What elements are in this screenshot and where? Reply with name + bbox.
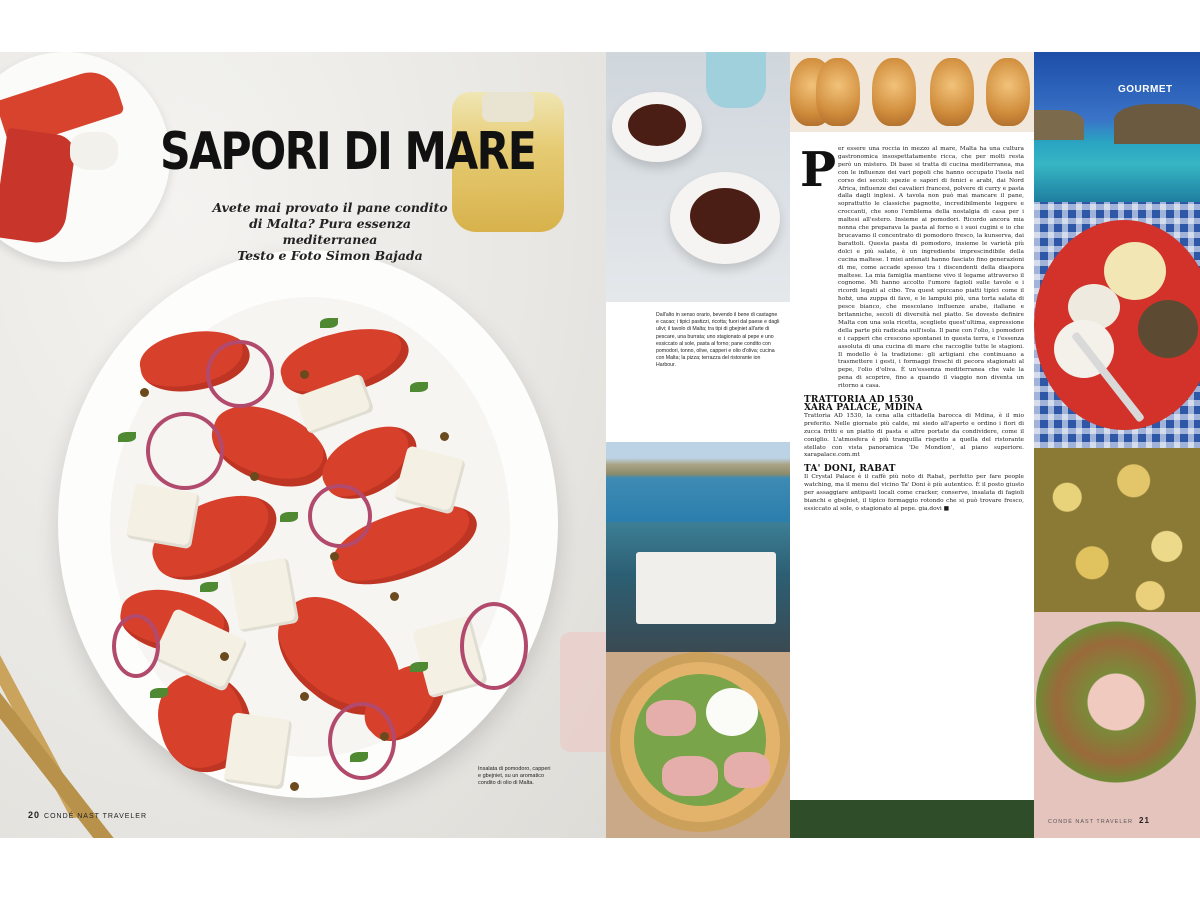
feta-cube bbox=[229, 557, 300, 632]
ham-slice bbox=[662, 756, 718, 796]
caper bbox=[140, 388, 149, 397]
article-subheading bbox=[200, 200, 460, 264]
photo-harbour bbox=[606, 442, 790, 522]
photo-caption: Insalata di pomodoro, capperi e gbejniet, su un aromatico condito di olio di Malta. bbox=[478, 766, 551, 786]
magazine-name: CONDÉ NAST TRAVELER bbox=[44, 813, 148, 820]
basil-leaf bbox=[280, 512, 298, 522]
basil-leaf bbox=[150, 688, 168, 698]
caper bbox=[300, 692, 309, 701]
restaurant-section bbox=[804, 466, 1024, 513]
red-onion-ring bbox=[146, 412, 224, 490]
photo-caption-panel bbox=[606, 302, 790, 442]
olive-oil-jar-lid bbox=[482, 92, 534, 122]
red-onion-ring bbox=[112, 614, 160, 678]
feta-cube bbox=[126, 483, 201, 550]
red-onion-ring bbox=[308, 484, 372, 548]
caper bbox=[440, 432, 449, 441]
article-text-column bbox=[790, 52, 1034, 838]
magazine-name: CONDÉ NAST TRAVELER bbox=[1048, 819, 1134, 825]
photo-artichokes bbox=[790, 800, 1034, 838]
restaurant-section bbox=[804, 397, 1024, 460]
subhead-line: Testo e Foto Simon Bajada bbox=[237, 248, 423, 263]
basil-leaf bbox=[200, 582, 218, 592]
cup-of-drink bbox=[670, 172, 780, 264]
page-number: 21 bbox=[1139, 816, 1150, 825]
caper bbox=[300, 370, 309, 379]
article-intro: er essere una roccia in mezzo al mare, Malta ha una cultura gastronomica insospettatamente ricca, che per molti resta però un mistero. Di base si tratta di cucina mediterranea, ma con le influenze dei vari popoli che hanno occupato l'isola nel corso dei secoli: spezie e sapori di fenici e arabi, dai Nord Africa, influenze dei cavalieri francesi, polvere di curry e pasta dalla dagli inglesi. A tavola non può mai mancare il pane, soprattutto le classiche pagnotte, incredibilmente leggere e croccanti, che sono l'emblema della nostalgia di casa per i maltesi all'estero. Insieme ai pomodori. Ricordo ancora mia nonna che preparava la pasta al forno e i suoi cugini e io che brucavamo il concentrato di pomodoro fresco, la kunserva, dai barattoli. Questa pasta di pomodoro, insieme le varietà più dolci e più salate, è un ingrediente imprescindibile della cucina maltese. I miei antenati hanno fasciato fino generazioni di me, come accade spesso tra i discendenti della diaspora maltese. La mia famiglia mantiene vivo il legame attraverso il cognome. Mi hanno accolto l'umore fagioli sulle tavole e i ricordi legati al cibo. Tra quest spiccano piatti tipici come il ħobż, una zuppa di fave, e le lampuki più, una torta salata di pesce bianco, che mescolano influenze arabe, italiane e britanniche, secoli di diversità nel piatto. Se doveste definire Malta con una sola ricetta, scegliete quest'ultima, espressione della parte più radicata sull'isola. Il pane con l'olio, i pomodori e i capperi che crescono spontanei in questa terra, e l'essenza assoluta di una cucina di mare che raccoglie tutte le stagioni. Il modello è la tradizione: gli artigiani che continuano a trasmettere i gesti, i formaggi freschi di pecora stagionati al pepe, l'olio d'oliva. È un'essenza mediterranea che vale la pena di scoprire, fino a quando il viaggio non diventa un ritorno a casa. bbox=[838, 146, 1024, 390]
right-folio bbox=[1048, 816, 1150, 825]
subhead-line: di Malta? Pura essenza mediterranea bbox=[249, 216, 411, 247]
cheese-piece bbox=[70, 132, 118, 170]
section-title: TRATTORIA AD 1530 bbox=[804, 395, 914, 406]
photo-column-middle bbox=[606, 52, 790, 838]
caper bbox=[380, 732, 389, 741]
drop-cap: P bbox=[800, 142, 837, 198]
section-subtitle: XARA PALACE, MDINA bbox=[804, 403, 923, 413]
pastizzi bbox=[986, 58, 1030, 126]
photo-column-right bbox=[1034, 52, 1200, 838]
section-title: TA' DONI, RABAT bbox=[804, 464, 896, 475]
red-onion-ring bbox=[460, 602, 528, 690]
left-page-food-photo bbox=[0, 52, 606, 838]
dining-table bbox=[636, 552, 776, 624]
article-body bbox=[804, 146, 1024, 514]
basil-leaf bbox=[410, 382, 428, 392]
caper bbox=[390, 592, 399, 601]
caper bbox=[220, 652, 229, 661]
caper bbox=[250, 472, 259, 481]
section-text: Trattoria AD 1530, la cena alla cittadella barocca di Mdina, è il mio preferito. Nelle giornate più calde, mi siedo all'aperto e ordino i fiori di zucca fritti e un piatto di pasta e altre portate da condividere, come il coniglio. L'atmosfera è più tranquilla rispetto a quella del ristorante stellato con vista panoramica 'De Mondion', al piano superiore. xarapalace.com.mt bbox=[804, 412, 1024, 459]
pastizzi bbox=[816, 58, 860, 126]
feta-cube bbox=[223, 712, 292, 790]
basil-leaf bbox=[118, 432, 136, 442]
photo-hot-drinks bbox=[606, 52, 790, 302]
subhead-line: Avete mai provato il pane condito bbox=[212, 200, 448, 215]
red-onion-ring bbox=[328, 702, 396, 780]
caper bbox=[330, 552, 339, 561]
page-number: 20 bbox=[28, 810, 41, 820]
coastal-rock bbox=[1034, 110, 1084, 140]
ham-slice bbox=[646, 700, 696, 736]
photo-ftira-bread bbox=[1036, 612, 1196, 792]
red-onion-ring bbox=[206, 340, 274, 408]
section-label: GOURMET bbox=[1118, 84, 1173, 95]
cup-of-drink bbox=[612, 92, 702, 162]
photo-caption: Dall'alto in senso orario, bevendo il bene di castagne e cacao; i tipici pastizzi, ricotta; fuori dal paese e dagli ulivi; il tavolo di Malta; tra tipi di gbejniet all'arte di pescare, una burrata; uno stagionato al pepe e uno essiccato al sole, pasta al forno; pane condito con pomodori, tonno, olive, capperi e olio d'oliva; cucina con Malta; la pizza; terrazza del ristorante ion Harbour. bbox=[656, 312, 780, 369]
article-headline: SAPORI DI MARE bbox=[160, 122, 536, 182]
section-text bbox=[804, 474, 1024, 514]
rose-wine-glass bbox=[560, 632, 606, 752]
end-mark: ■ bbox=[943, 505, 950, 512]
burrata bbox=[706, 688, 758, 736]
blue-jug bbox=[706, 52, 766, 108]
left-folio bbox=[28, 810, 147, 820]
pastizzi bbox=[872, 58, 916, 126]
basil-leaf bbox=[320, 318, 338, 328]
peppered-gbejniet bbox=[1138, 300, 1198, 358]
photo-baked-potatoes bbox=[1034, 448, 1200, 612]
pastizzi bbox=[930, 58, 974, 126]
caper bbox=[290, 782, 299, 791]
ham-slice bbox=[724, 752, 770, 788]
photo-pastizzi bbox=[790, 52, 1034, 132]
section-text-body: Il Crystal Palace è il caffè più noto di Rabat, perfetto per fare people watching, ma il menu del vicino Ta' Doni è più autentico. È il posto giusto per assaggiare antipasti locali come cracker, conserve, insalata di fagioli bianchi e gbejniet, il tipico formaggio rotondo che si può trovare fresco, essiccato al sole, o stagionato al pepe. gia.dovi bbox=[804, 474, 1024, 512]
magazine-spread bbox=[0, 52, 1200, 838]
basil-leaf bbox=[410, 662, 428, 672]
basil-leaf bbox=[350, 752, 368, 762]
coastal-cliff bbox=[1114, 104, 1200, 144]
